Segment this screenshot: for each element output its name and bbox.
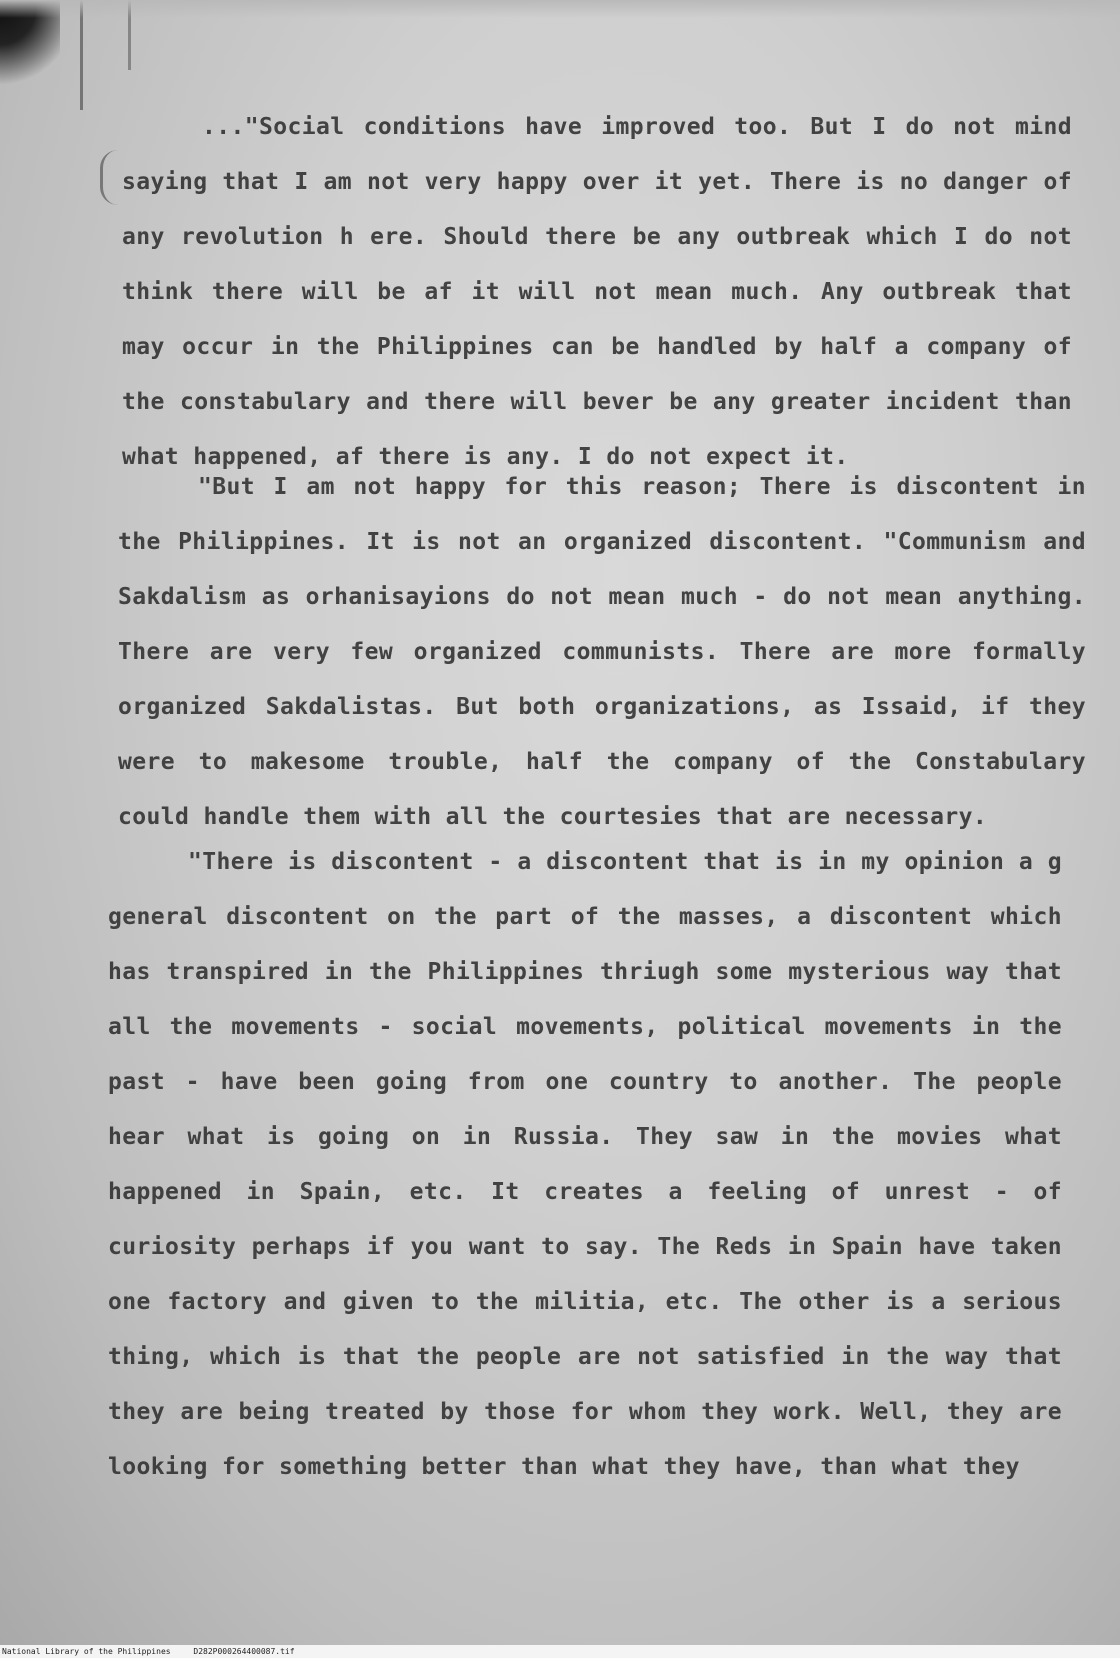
footer-file-name: D282P000264400087.tif [193, 1647, 295, 1656]
paragraph-social-conditions: ..."Social conditions have improved too. But I do not mind saying that I am not very happy over it yet. There is no danger of any revolution h ere. Should there be any outbreak which I do not think there will be af it will not mean much. Any outbreak that may occur in the Philippines can be handled by half a company of the constabulary and there will bever be any greater incident than what happened, af there is any. I do not expect it. [122, 114, 1072, 470]
scan-footer [0, 1645, 1120, 1658]
footer-institution: National Library of the Philippines [2, 1647, 171, 1656]
binder-hole-mark [128, 0, 131, 70]
binder-hole-mark [80, 0, 83, 110]
paragraph-general-discontent: "There is discontent - a discontent that is in my opinion a g general discontent on the part of the masses, a discontent which has transpired in the Philippines thriugh some mysterious way that all the movements - social movements, political movements in the past - have been going from one country to another. The people hear what is going on in Russia. They saw in the movies what happened in Spain, etc. It creates a feeling of unrest - of curiosity perhaps if you want to say. The Reds in Spain have taken one factory and given to the militia, etc. The other is a serious thing, which is that the people are not satisfied in the way that they are being treated by those for whom they work. Well, they are looking for something better than what they have, than what they [108, 849, 1062, 1480]
paragraph-discontent-reason: "But I am not happy for this reason; There is discontent in the Philippines. It is not an organized discontent. "Communism and Sakdalism as orhanisayions do not mean much - do not mean anything. There are very few organized communists. There are more formally organized Sakdalistas. But both organizations, as Issaid, if they were to makesome trouble, half the company of the Constabulary could handle them with all the courtesies that are necessary. [118, 474, 1086, 830]
